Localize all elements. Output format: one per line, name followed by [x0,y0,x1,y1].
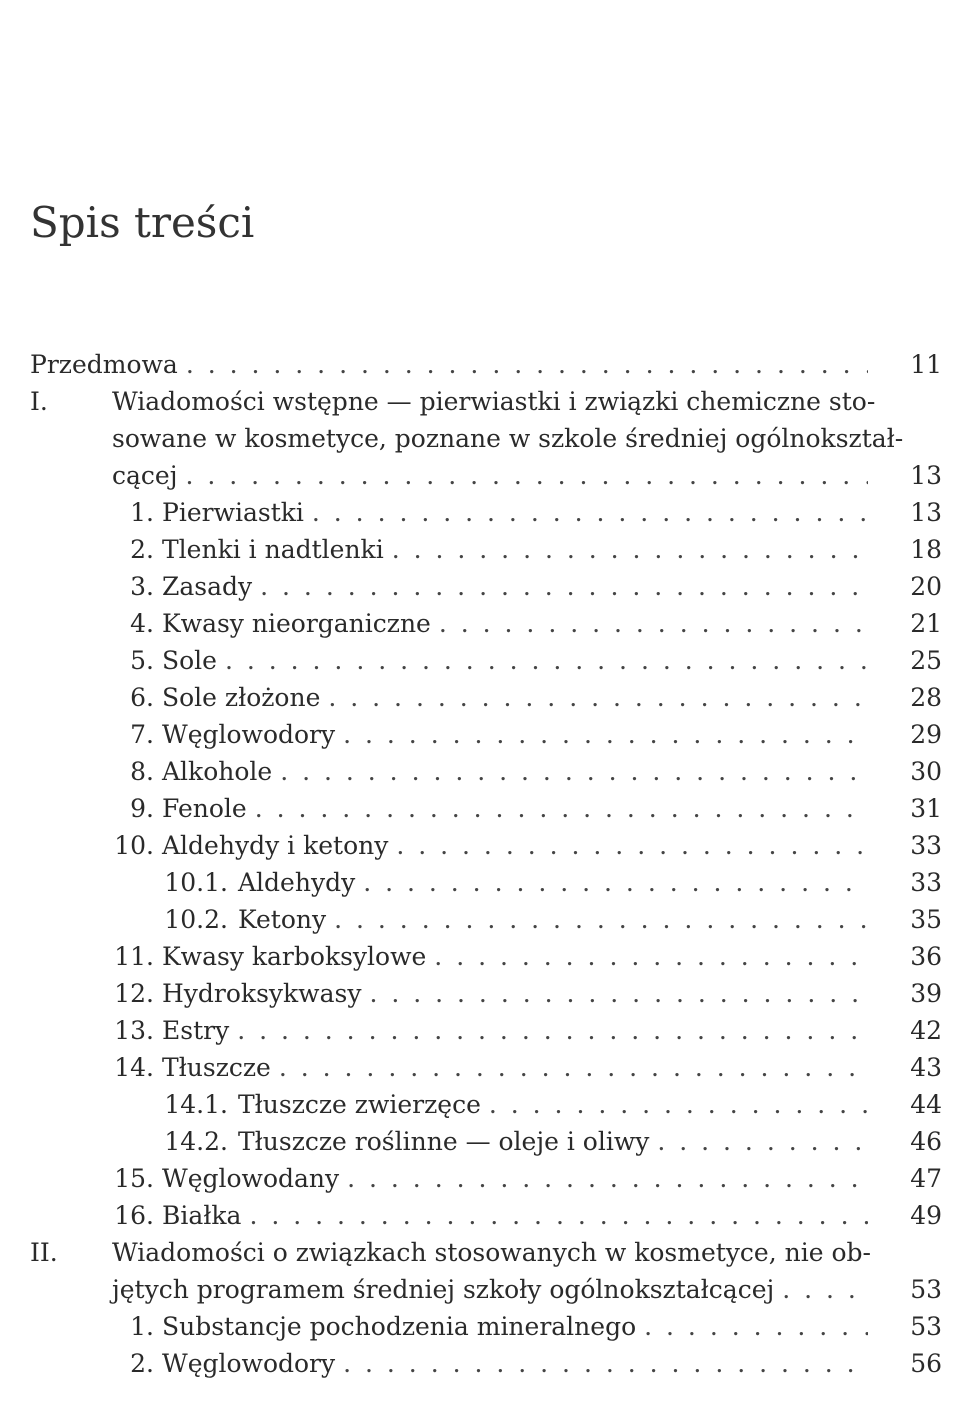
leader-dots [343,716,868,753]
toc-subentry[interactable] [0,1123,960,1160]
toc-entry-title: Zasady [162,572,253,601]
toc-entry-title: Tłuszcze [162,1053,271,1082]
toc-part-1-line-1[interactable] [0,383,960,420]
toc-entry[interactable] [0,605,960,642]
leader-dots [782,1271,868,1308]
toc-page-number: 13 [910,461,942,490]
toc-entry-number: 4. [130,609,154,638]
toc-entry[interactable] [0,679,960,716]
toc-entry-title: Tłuszcze zwierzęce [238,1090,481,1119]
leader-dots [328,679,868,716]
toc-part-title-line: jętych programem średniej szkoły ogólnokształcącej [112,1275,775,1304]
toc-entry-number: 8. [130,757,154,786]
toc-entry[interactable] [0,642,960,679]
toc-entry-title: Węglowodory [162,1349,336,1378]
toc-page-number: 30 [910,757,942,786]
page-title: Spis treści [30,198,255,247]
toc-part-2-line-2[interactable] [0,1271,960,1308]
toc-entry[interactable] [0,1049,960,1086]
toc-entry-number: 1. [130,498,154,527]
toc-entry[interactable] [0,494,960,531]
leader-dots [185,457,868,494]
toc-part-1-line-3[interactable] [0,457,960,494]
toc-subentry[interactable] [0,901,960,938]
toc-entry-title: Pierwiastki [162,498,304,527]
leader-dots [644,1308,868,1345]
toc-subentry[interactable] [0,1086,960,1123]
toc-page-number: 42 [910,1016,942,1045]
leader-dots [260,568,868,605]
leader-dots [489,1086,868,1123]
toc-page-number: 21 [910,609,942,638]
leader-dots [434,938,868,975]
toc-entry-title: Węglowodory [162,720,336,749]
toc-entry[interactable] [0,1012,960,1049]
toc-entry[interactable] [0,568,960,605]
toc-entry-number: 16. [114,1201,154,1230]
toc-part-title-line: Wiadomości o związkach stosowanych w kosmetyce, nie ob- [112,1238,871,1267]
toc-entry[interactable] [0,1308,960,1345]
leader-dots [225,642,868,679]
toc-entry[interactable] [0,790,960,827]
toc-page-number: 39 [910,979,942,1008]
toc-part-title-line: Wiadomości wstępne — pierwiastki i związki chemiczne sto- [112,387,876,416]
toc-entry-number: 13. [114,1016,154,1045]
toc-entry[interactable] [0,753,960,790]
toc-page-number: 56 [910,1349,942,1378]
toc-page-number: 49 [910,1201,942,1230]
toc-page-number: 25 [910,646,942,675]
leader-dots [255,790,868,827]
toc-page-number: 28 [910,683,942,712]
leader-dots [392,531,868,568]
toc-page-number: 46 [910,1127,942,1156]
toc-entry-number: 2. [130,1349,154,1378]
toc-entry-title: Węglowodany [162,1164,340,1193]
toc-entry-number: 6. [130,683,154,712]
toc-entry-number: 14.2. [164,1127,228,1156]
toc-page-number: 44 [910,1090,942,1119]
toc-page-number: 47 [910,1164,942,1193]
toc-entry-number: 14.1. [164,1090,228,1119]
toc-entry-title: Sole złożone [162,683,321,712]
toc-entry[interactable] [0,716,960,753]
toc-page-number: 11 [910,350,942,379]
toc-entry-title: Tlenki i nadtlenki [162,535,384,564]
toc-entry-number: 2. [130,535,154,564]
toc-page-number: 36 [910,942,942,971]
toc-entry-title: Aldehydy i ketony [162,831,389,860]
toc-entry-title: Estry [162,1016,230,1045]
toc-page-number: 31 [910,794,942,823]
toc-entry-title: Hydroksykwasy [162,979,362,1008]
toc-entry-przedmowa[interactable] [0,346,960,383]
toc-page-number: 43 [910,1053,942,1082]
toc-page-number: 13 [910,498,942,527]
toc-page-number: 35 [910,905,942,934]
toc-entry-title: Kwasy karboksylowe [162,942,427,971]
toc-part-2-line-1[interactable] [0,1234,960,1271]
toc-entry-number: 7. [130,720,154,749]
toc-entry-number: 15. [114,1164,154,1193]
toc-page-number: 53 [910,1275,942,1304]
toc-entry[interactable] [0,531,960,568]
toc-entry[interactable] [0,1197,960,1234]
toc-entry-number: 9. [130,794,154,823]
toc-page-number: 33 [910,831,942,860]
toc-entry-number: 12. [114,979,154,1008]
toc-entry[interactable] [0,827,960,864]
toc-entry-title: Sole [162,646,217,675]
toc-entry-title: Ketony [238,905,327,934]
toc-entry-title: Substancje pochodzenia mineralnego [162,1312,637,1341]
leader-dots [334,901,868,938]
toc-page-number: 18 [910,535,942,564]
toc-part-title-line: cącej [112,461,178,490]
toc-entry[interactable] [0,938,960,975]
leader-dots [343,1345,868,1382]
toc-page-number: 20 [910,572,942,601]
leader-dots [439,605,868,642]
toc-entry[interactable] [0,975,960,1012]
toc-entry-number: 10.1. [164,868,228,897]
toc-entry-title: Przedmowa [30,350,178,379]
toc-entry-title: Aldehydy [238,868,356,897]
table-of-contents [0,346,960,1382]
toc-part-number: I. [30,387,48,416]
toc-part-title-line: sowane w kosmetyce, poznane w szkole średniej ogólnokształ- [112,424,904,453]
leader-dots [363,864,868,901]
toc-entry-number: 5. [130,646,154,675]
toc-page-number: 53 [910,1312,942,1341]
toc-entry[interactable] [0,1160,960,1197]
toc-entry-title: Fenole [162,794,247,823]
leader-dots [312,494,868,531]
toc-entry-number: 14. [114,1053,154,1082]
leader-dots [280,753,868,790]
toc-entry-title: Tłuszcze roślinne — oleje i oliwy [238,1127,650,1156]
toc-entry-title: Kwasy nieorganiczne [162,609,431,638]
toc-entry[interactable] [0,1345,960,1382]
leader-dots [186,346,868,383]
leader-dots [237,1012,868,1049]
leader-dots [279,1049,868,1086]
toc-entry-title: Alkohole [162,757,273,786]
leader-dots [657,1123,868,1160]
toc-entry-title: Białka [162,1201,242,1230]
toc-page-number: 33 [910,868,942,897]
leader-dots [396,827,868,864]
toc-part-1-line-2[interactable] [0,420,960,457]
toc-entry-number: 10. [114,831,154,860]
toc-entry-number: 11. [114,942,154,971]
leader-dots [369,975,868,1012]
toc-part-number: II. [30,1238,58,1267]
toc-entry-number: 10.2. [164,905,228,934]
toc-subentry[interactable] [0,864,960,901]
leader-dots [249,1197,868,1234]
toc-entry-number: 1. [130,1312,154,1341]
leader-dots [347,1160,868,1197]
toc-page-number: 29 [910,720,942,749]
toc-entry-number: 3. [130,572,154,601]
